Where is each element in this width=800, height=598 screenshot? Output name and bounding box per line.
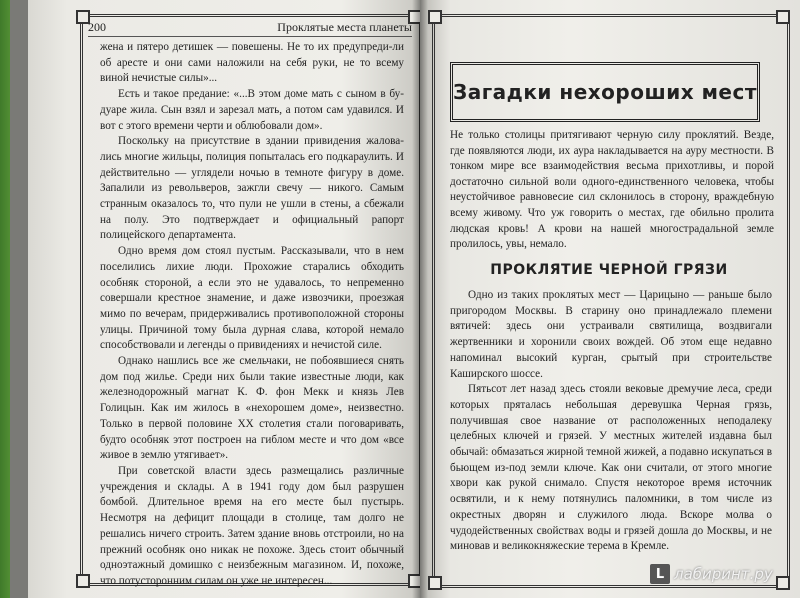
watermark [650,563,773,585]
left-body-text [100,40,404,590]
labirint-logo-icon: L [650,564,670,584]
left-page [28,0,420,598]
paragraph: Есть и такое предание: «...В этом доме мать с сыном в бу-дуаре жила. Сын взял и зарезал мать, а потом сам удавился. И вот с этого времени черти и облюбовали дом». [100,88,404,132]
frame-corner [428,576,442,590]
chapter-title: Загадки нехороших мест [450,62,760,122]
right-body-text [450,288,772,555]
paragraph: Одно из таких проклятых мест — Царицыно — раньше было пригородом Москвы. В старину оно принадлежало племени вятичей: здесь они устраивали святилища, воздвигали жертвенники и хоронили своих вождей. Об этом еще недавно напоминал высокий курган, срытый при строительстве Каширского шоссе. [450,289,772,380]
open-book [10,0,800,598]
paragraph: Поскольку на присутствие в здании привидения жалова-лись многие жильцы, полиция попыталась его подкараулить. И действительно — углядели ночью в темноте фигуру в доме. Запалили из револьверов, зажгли свечу — никого. Самым странным оказалось то, что пули не ушли в стены, а сбежали на полу. Это подтверждает и официальный рапорт полицейского департамента. [100,135,404,242]
running-head: Проклятые места планеты [277,19,412,34]
section-title: ПРОКЛЯТИЕ ЧЕРНОЙ ГРЯЗИ [490,262,728,278]
right-page [420,0,800,598]
page-header [88,18,412,37]
paragraph: жена и пятеро детишек — повешены. Не то их предупреди-ли об аресте и они сами наложили на себя руки, не то всему виной нечистые силы»... [100,41,404,85]
frame-corner [428,10,442,24]
paragraph: Одно время дом стоял пустым. Рассказывали, что в нем поселились лихие люди. Прохожие старались обходить особняк стороной, а если это не удавалось, то непременно совершали крестное знамение, и даже извозчики, проезжая мимо по вечерам, придерживались противоположной стороны улицы. Причиной тому была дурная слава, которой немало способствовали и легенды о привидениях и нечистой силе. [100,245,404,352]
frame-corner [76,574,90,588]
chapter-intro [450,128,774,253]
paragraph: Пятьсот лет назад здесь стояли вековые дремучие леса, среди которых пряталась небольшая деревушка Черная грязь, получившая свое название от расположенных неподалеку целебных ключей и грязей. У местных жителей издавна был обычай: обмазаться жирной темной жижей, а подавно искупаться в бьющем из-под земли ключе. Как они считали, от этого многие хвори как рукой снимало. Спустя некоторое время источник освятили, и к нему потянулись паломники, в том числе из окрестных дворян и служилого люда. Вскоре молва о чудодейственных свойствах воды и грязей дошла до Москвы, и не миновав и великокняжеские терема в Кремле. [450,383,772,553]
paragraph: Однако нашлись все же смельчаки, не побоявшиеся снять дом под жилье. Среди них были такие известные люди, как железнодорожный магнат К. Ф. фон Мекк и князь Лев Голицын. Как им жилось в «нехорошем доме», неизвестно. Только в первой половине XX столетия стали поговаривать, будто особняк этот построен на гиблом месте и что дом «все живое в землю утягивает». [100,355,404,462]
paragraph: При советской власти здесь размещались различные учреждения и склады. А в 1941 году дом был разрушен бомбой. Длительное время на его месте был пустырь. Несмотря на дефицит площади в столице, там долго не решались ничего строить. Затем здание вновь отстроили, но на прежний особняк оно никак не похоже. Здесь стоит обычный одноэтажный домишко с неизбежным магазином. И, похоже, что потусторонним силам он уже не интересен... [100,464,404,587]
page-number: 200 [88,19,106,34]
frame-corner [776,10,790,24]
frame-corner [776,576,790,590]
watermark-text: лабиринт.ру [674,565,773,583]
intro-paragraph: Не только столицы притягивают черную силу проклятий. Везде, где появляются люди, их аура накладывается на ауру местности. В тонком мире все взаимодействия весьма прихотливы, и порой достаточно сильной воли одного-единственного человека, чтобы неустойчивое равновесие сил склонилось в сторону, враждебную всему живому. Что уж говорить о местах, где обильно пролита людская кровь! А крови на нашей многострадальной земле пролилось, увы, немало. [450,129,774,251]
